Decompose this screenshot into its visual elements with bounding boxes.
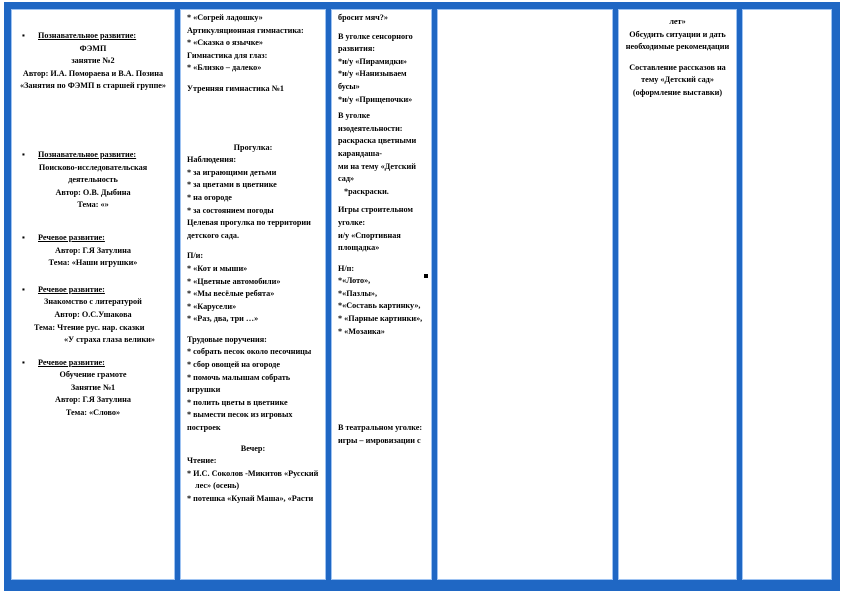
column-activities xyxy=(11,9,175,580)
section-cognitive-research: ▪ Познавательное развитие: Поисково-исследовательская деятельность Автор: О.В. Дыбина Тема: «» xyxy=(22,149,148,210)
section-outdoor-games: П/и: * «Кот и мыши» * «Цветные автомобили» * «Мы весёлые ребята» * «Карусели» * «Раз, два, три …» xyxy=(187,250,319,326)
section-heading: П/и: xyxy=(187,251,204,261)
column-empty-4 xyxy=(437,9,613,580)
section-speech-toys: ▪ Речевое развитие: Автор: Г.Я Затулина Тема: «Наши игрушки» xyxy=(22,232,138,268)
section-labor: Трудовые поручения: * собрать песок около песочницы * сбор овощей на огороде * помочь малышам собрать игрушки * полить цветы в цветнике * вымести песок из игровых построек xyxy=(187,334,319,435)
section-heading: Речевое развитие: xyxy=(38,357,105,367)
section-heading: Познавательное развитие: xyxy=(38,31,137,40)
section-speech-literature: ▪ Речевое развитие: Знакомство с литературой Автор: О.С.Ушакова Тема: Чтение рус. нар. сказки «У страха глаза велики» xyxy=(22,284,155,345)
column-independent-activity: бросит мяч?» В уголке сенсорного развития: *и/у «Пирамидки» *и/у «Нанизываем бусы» *и/у «Прищепочки» В уголке изодеятельности: раскраска цветными карандаша- ми на тему «Детский сад» *раскраски. Игры строительном уголке: и/у «Спортивная площадка» Н/п: *«Лото», *«Пазлы», *«Составь картинку», * «Парные картинки», * «Мозаика» В театральном уголке: игры – имровизации с xyxy=(331,9,432,580)
section-walk: Прогулка: Наблюдения: * за играющими детьми * за цветами в цветнике * на огороде * за состоянием погоды Целевая прогулка по территории детского сада. xyxy=(187,142,319,243)
column-empty-6 xyxy=(742,9,832,580)
section-cognitive-fmp: ▪ Познавательное развитие: ФЭМП занятие №2 Автор: И.А. Помораева и В.А. Позина «Занятия по ФЭМП в старшей группе» xyxy=(19,31,167,91)
section-heading: Прогулка: xyxy=(233,142,273,152)
page-frame xyxy=(4,2,840,591)
section-heading: Речевое развитие: xyxy=(38,232,105,242)
column-regime-moments: * «Согрей ладошку» Артикуляционная гимнастика: * «Сказка о язычке» Гимнастика для глаз: * «Близко – далеко» Утренняя гимнастика №1 Прогулка: Наблюдения: * за играющими детьми * за цветами в цветнике * на огороде * за состоянием погоды Целевая прогулка по территории детского сада. П/и: * «Кот и мыши» * «Цветные автомобили» * «Мы весёлые ребята» * «Карусели» * «Раз, два, три …» Трудовые поручения: * собрать песок около песочницы * сбор овощей на огороде * помочь малышам собрать игрушки * полить цветы в цветнике * вымести песок из игровых построек Вечер: Чтение: * И.С. Соколов -Микитов «Русский лес» (осень) * потешка «Купай Маша», «Расти xyxy=(180,9,326,580)
section-heading: Речевое развитие: xyxy=(38,284,105,294)
section-heading: Вечер: xyxy=(240,443,266,453)
column-parents-work: лет» Обсудить ситуации и дать необходимые рекомендации Составление рассказов на тему «Детский сад» (оформление выставки) xyxy=(618,9,737,580)
section-evening: Вечер: Чтение: * И.С. Соколов -Микитов «Русский лес» (осень) * потешка «Купай Маша», «Расти xyxy=(187,443,319,503)
section-heading: Трудовые поручения: xyxy=(187,334,267,344)
bullet-marker xyxy=(424,274,428,278)
section-speech-literacy: ▪ Речевое развитие: Обучение грамоте Занятие №1 Автор: Г.Я Затулина Тема: «Слово» xyxy=(22,357,131,418)
section-heading: Познавательное развитие: xyxy=(38,149,137,159)
